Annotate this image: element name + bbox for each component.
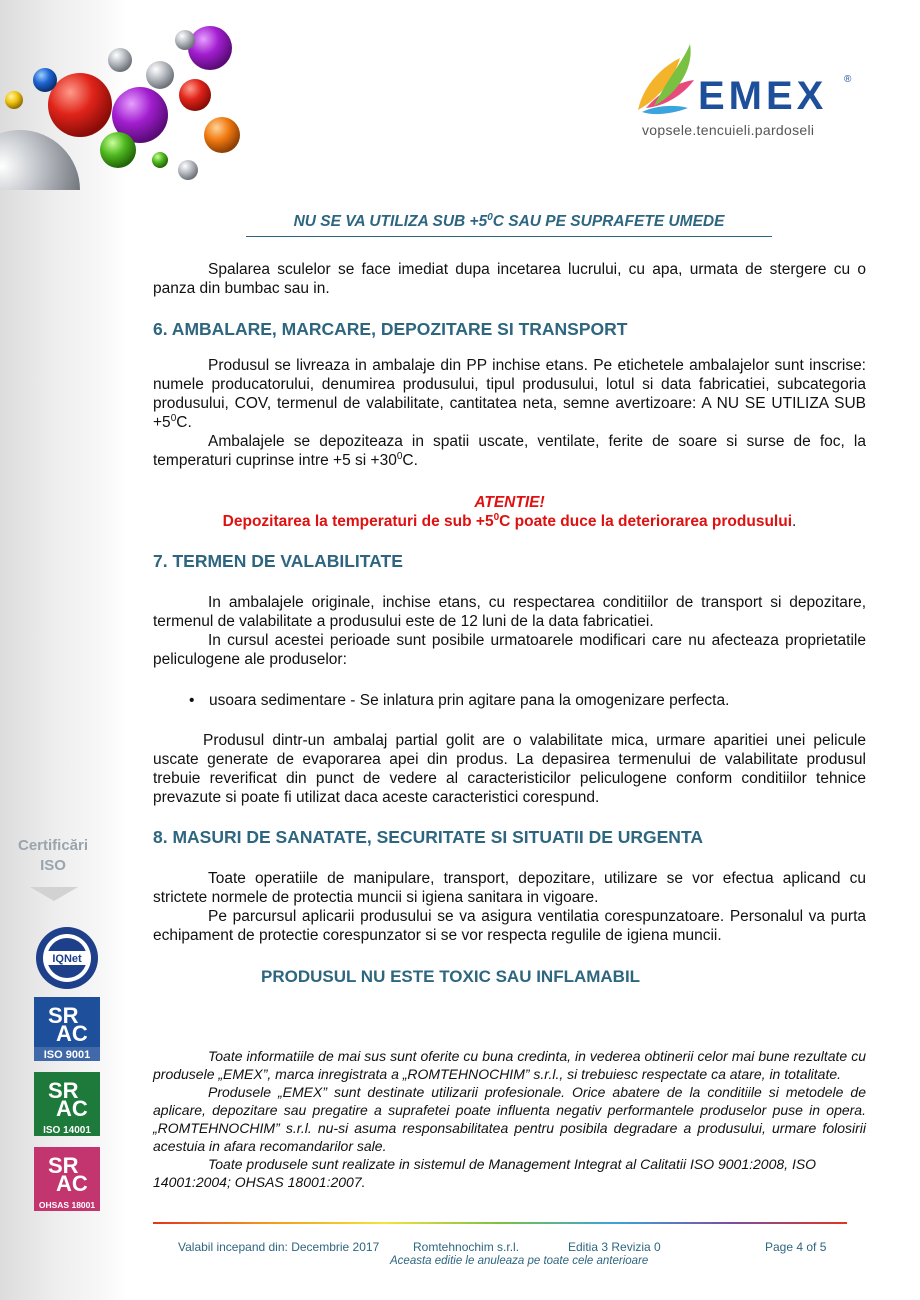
svg-text:ISO 9001: ISO 9001 (43, 1049, 91, 1061)
footer-company: Romtehnochim s.r.l. (413, 1240, 520, 1254)
footer-edition: Editia 3 Revizia 0 (568, 1240, 661, 1254)
svg-text:ISO 14001: ISO 14001 (43, 1125, 91, 1136)
attention-title: ATENTIE! (474, 494, 545, 511)
svg-text:AC: AC (56, 1021, 88, 1046)
svg-text:EMEX: EMEX (698, 74, 828, 118)
logo-tagline: vopsele.tencuieli.pardoseli (642, 122, 815, 138)
bullet-icon: • (189, 692, 195, 709)
iqnet-badge (34, 925, 100, 991)
section-7-paragraph-1: In ambalajele originale, inchise etans, cu respectarea conditiilor de transport si depozitare, termenul de valabilitate a produsului este de 12 luni de la data fabricatiei. (153, 594, 866, 630)
bullet-text: usoara sedimentare - Se inlatura prin agitare pana la omogenizare perfecta. (209, 692, 730, 709)
section-8-paragraph-2: Pe parcursul aplicarii produsului se va asigura ventilatia corespunzatoare. Personalul va purta echipament de protectie corespunzator si se vor respecta regulile de igiena muncii. (153, 908, 866, 944)
disclaimer (153, 1047, 866, 1191)
svg-text:SR: SR (48, 1153, 79, 1178)
svg-text:AC: AC (56, 1171, 88, 1196)
section-6-title: 6. AMBALARE, MARCARE, DEPOZITARE SI TRANSPORT (153, 319, 628, 339)
section-8-paragraph-1: Toate operatiile de manipulare, transport, depozitare, utilizare se vor efectua aplicand cu strictete normele de protectia muncii si igiena sanitara in vigoare. (153, 870, 866, 906)
disclaimer-paragraph-1: Toate informatiile de mai sus sunt oferite cu buna credinta, in vederea obtinerii celor mai bune rezultate cu produsele „EMEX”, marca inregistrata a „ROMTEHNOCHIM” s.r.l., si trebuiesc respectate ca atare, in totalitate. (153, 1048, 866, 1082)
section-7-bullet (153, 691, 866, 710)
disclaimer-paragraph-3: Toate produsele sunt realizate in sistemul de Management Integrat al Calitatii ISO 9001:2008, ISO 14001:2004; OHSAS 18001:2007. (153, 1156, 817, 1190)
srac-iso14001-badge (34, 1072, 100, 1136)
chevron-down-icon (30, 887, 78, 901)
footer-valid-from: Valabil incepand din: Decembrie 2017 (178, 1240, 380, 1254)
intro-paragraph: Spalarea sculelor se face imediat dupa incetarea lucrului, cu apa, urmata de stergere cu o panza din bumbac sau in. (153, 261, 866, 297)
certifications-title: Certificări ISO (18, 837, 89, 874)
section-8 (153, 828, 866, 847)
section-7-body (153, 593, 866, 669)
footer-note: Aceasta editie le anuleaza pe toate cele anterioare (390, 1255, 649, 1267)
svg-text:OHSAS 18001: OHSAS 18001 (38, 1200, 96, 1210)
section-8-title: 8. MASURI DE SANATATE, SECURITATE SI SITUATII DE URGENTA (153, 827, 703, 847)
section-6 (153, 320, 866, 339)
section-8-body (153, 869, 866, 945)
footer-divider (153, 1222, 847, 1224)
svg-text:AC: AC (56, 1096, 88, 1121)
section-7-title: 7. TERMEN DE VALABILITATE (153, 551, 403, 571)
svg-text:IQNet: IQNet (52, 953, 82, 965)
warning-banner: NU SE VA UTILIZA SUB $+5^0C$ SAU PE SUPRAFETE UMEDE (246, 213, 772, 237)
footer-page-number: Page 4 of 5 (765, 1240, 827, 1254)
section-7 (153, 552, 866, 571)
molecules-decoration (0, 0, 260, 190)
section-6-body (153, 356, 866, 470)
disclaimer-paragraph-2: Produsele „EMEX” sunt destinate utilizarii profesionale. Orice abatere de la conditiile si metodele de aplicare, depozitare sau pregatire a suprafetei poate influenta negativ performantele produselor puse in opera. „ROMTEHNOCHIM” s.r.l. nu-si asuma responsabilitatea pentru posibila degradare a produsului, urmare folosirii acestuia in afara recomandarilor sale. (153, 1084, 866, 1154)
attention-block (153, 493, 866, 531)
section-7-paragraph-2: In cursul acestei perioade sunt posibile urmatoarele modificari care nu afecteaza proprietatile peliculogene ale produselor: (153, 632, 866, 668)
section-6-paragraph-1: Produsul se livreaza in ambalaje din PP inchise etans. Pe etichetele ambalajelor sunt inscrise: numele producatorului, denumirea produsului, tipul produsului, lotul si data fabricatiei, subcategoria produsului, COV, termenul de valabilitate, cantitatea neta, semne avertizoare: A NU SE UTILIZA SUB $+5^0C$. (153, 357, 866, 431)
srac-ohsas18001-badge (34, 1147, 100, 1211)
attention-text: Depozitarea la temperaturi de sub $+5^0C$ poate duce la deteriorarea produsului. (222, 511, 797, 530)
non-toxic-notice: PRODUSUL NU ESTE TOXIC SAU INFLAMABIL (261, 967, 641, 986)
section-7-paragraph-3: Produsul dintr-un ambalaj partial golit are o valabilitate mica, urmare aparitiei unei pelicule uscate generate de evaporarea apei din produs. La depasirea termenului de valabilitate produsul trebuie reverificat din punct de vedere al caracteristicilor peliculogene conform conditiilor tehnice prevazute si poate fi utilizat daca aceste caracteristici corespund. (153, 732, 866, 806)
svg-text:®: ® (844, 74, 852, 85)
srac-iso9001-badge (34, 997, 100, 1061)
section-6-paragraph-2: Ambalajele se depoziteaza in spatii uscate, ventilate, ferite de soare si surse de foc, la temperaturi cuprinse intre +5 si $+30^0C$. (153, 433, 866, 469)
svg-text:SR: SR (48, 1078, 79, 1103)
svg-text:SR: SR (48, 1003, 79, 1028)
